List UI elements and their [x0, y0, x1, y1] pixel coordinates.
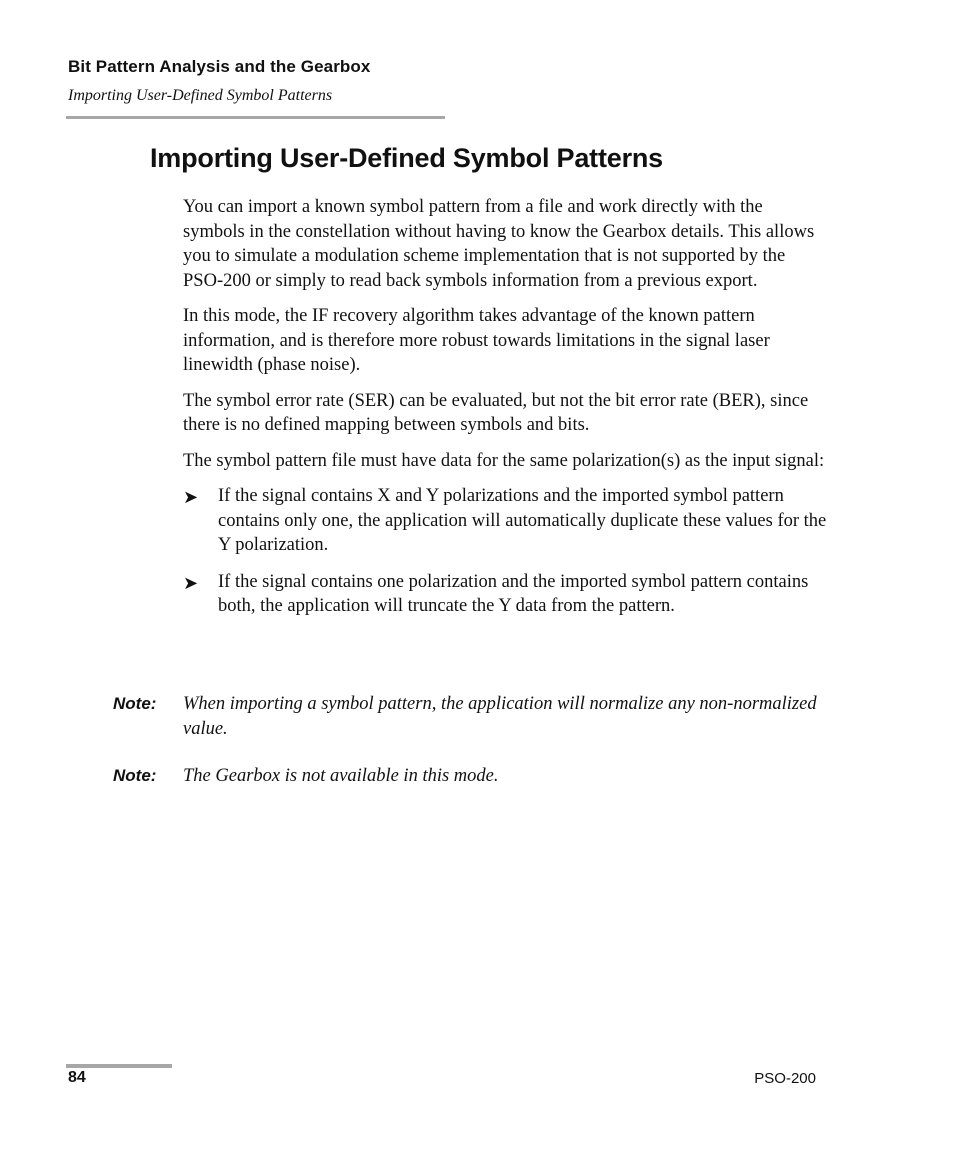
list-item-text: If the signal contains X and Y polarizations and the imported symbol pattern contains only one, the application will automatically duplicate these values for the Y polarization.: [218, 486, 827, 555]
note-text: When importing a symbol pattern, the application will normalize any non-normalized value.: [183, 694, 817, 739]
list-item: [183, 570, 828, 619]
note-text: The Gearbox is not available in this mode.: [183, 766, 499, 786]
footer-divider: [66, 1064, 172, 1068]
paragraph: In this mode, the IF recovery algorithm takes advantage of the known pattern information, and is therefore more robust towards limitations in the signal laser linewidth (phase noise).: [183, 306, 770, 375]
list-item: [183, 484, 828, 558]
paragraph: You can import a known symbol pattern from a file and work directly with the symbols in the constellation without having to know the Gearbox details. This allows you to simulate a modulation scheme implementation that is not supported by the PSO-200 or simply to read back symbols information from a previous export.: [183, 197, 815, 291]
list-item-text: If the signal contains one polarization and the imported symbol pattern contains both, the application will truncate the Y data from the pattern.: [218, 571, 809, 616]
body-content: [183, 195, 828, 631]
header-divider: [66, 116, 445, 119]
page-title: Importing User-Defined Symbol Patterns: [150, 143, 663, 173]
page-number: 84: [68, 1069, 86, 1086]
note-gearbox: [113, 764, 833, 789]
paragraph: The symbol error rate (SER) can be evaluated, but not the bit error rate (BER), since there is no defined mapping between symbols and bits.: [183, 390, 809, 435]
note-normalize: [113, 692, 833, 741]
note-label: Note:: [113, 694, 157, 713]
arrow-bullet-icon: ➤: [183, 487, 199, 508]
chapter-title: Bit Pattern Analysis and the Gearbox: [68, 57, 371, 76]
bullet-list: [183, 484, 828, 619]
note-label: Note:: [113, 766, 157, 785]
product-name: PSO-200: [754, 1070, 816, 1087]
arrow-bullet-icon: ➤: [183, 572, 199, 594]
paragraph: The symbol pattern file must have data for the same polarization(s) as the input signal:: [183, 450, 825, 471]
section-subtitle: Importing User-Defined Symbol Patterns: [68, 87, 333, 104]
